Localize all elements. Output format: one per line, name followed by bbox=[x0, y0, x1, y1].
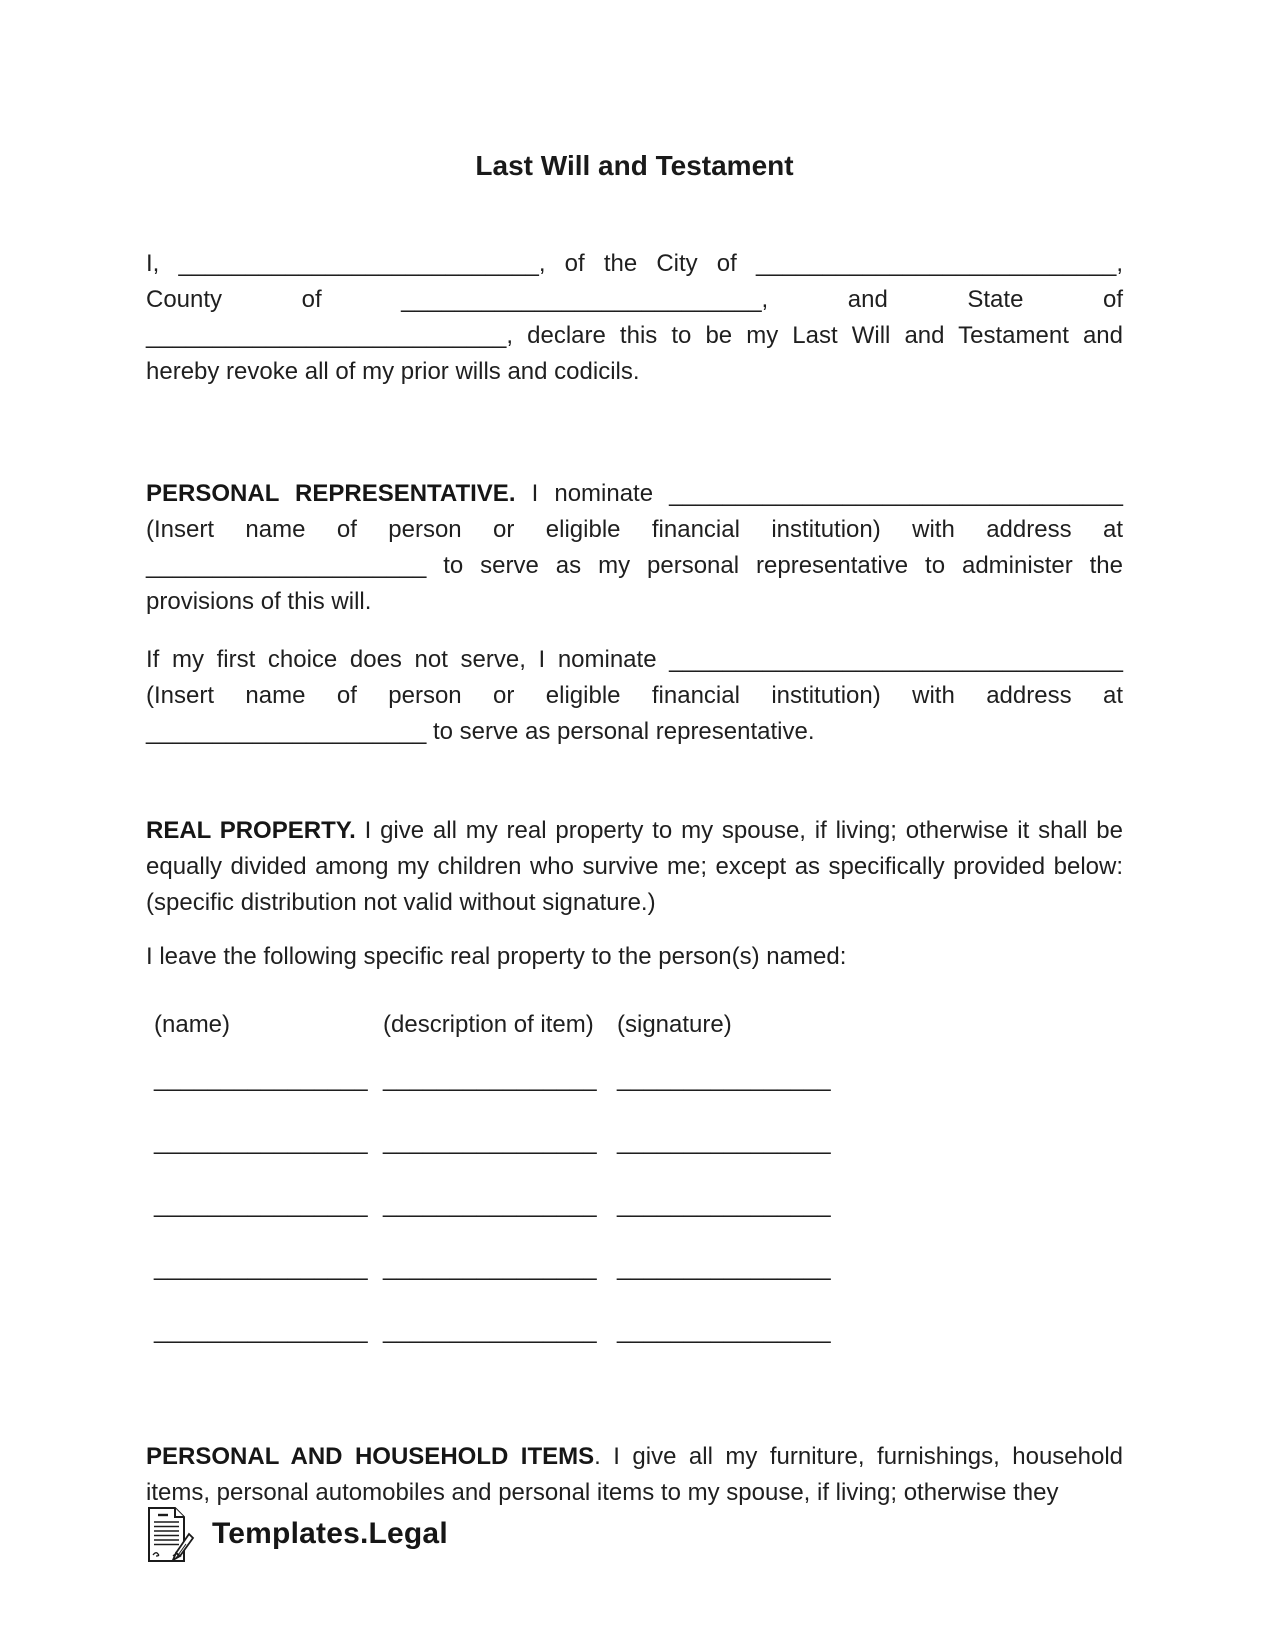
column-header-name: (name) bbox=[154, 1011, 231, 1038]
blank-line-description: ________________ bbox=[383, 1128, 597, 1155]
templates-legal-logo bbox=[146, 1503, 448, 1565]
blank-line-name: ________________ bbox=[154, 1128, 368, 1155]
blank-line-name: ________________ bbox=[154, 1065, 368, 1092]
opening-paragraph bbox=[146, 246, 1123, 390]
document-pen-icon bbox=[146, 1503, 196, 1565]
column-header-signature: (signature) bbox=[617, 1011, 732, 1038]
real-property-heading: REAL PROPERTY. bbox=[146, 817, 356, 844]
blank-line-signature: ________________ bbox=[617, 1065, 831, 1092]
distribution-table bbox=[146, 1061, 1123, 1349]
distribution-table-header bbox=[146, 1007, 1123, 1043]
table-row bbox=[146, 1061, 1123, 1097]
blank-line-name: ________________ bbox=[154, 1254, 368, 1281]
column-header-description: (description of item) bbox=[383, 1011, 594, 1038]
personal-representative-paragraph-1 bbox=[146, 476, 1123, 620]
personal-representative-paragraph-2 bbox=[146, 642, 1123, 750]
personal-household-paragraph bbox=[146, 1439, 1123, 1511]
blank-line-signature: ________________ bbox=[617, 1191, 831, 1218]
table-row bbox=[146, 1250, 1123, 1286]
personal-representative-heading: PERSONAL REPRESENTATIVE. bbox=[146, 480, 516, 507]
personal-household-heading: PERSONAL AND HOUSEHOLD ITEMS bbox=[146, 1443, 595, 1470]
blank-line-name: ________________ bbox=[154, 1317, 368, 1344]
real-property-text: I give all my real property to my spouse, if living; otherwise it shall be equally divided among my children who survive me; except as specifically provided below: (specific distribution not valid without signature.) bbox=[146, 817, 1123, 916]
personal-representative-text-2: If my first choice does not serve, I nominate __________________________________ (Insert name of person or eligible financial institution) with address at _____________________ to serve as personal representative. bbox=[146, 646, 1123, 745]
blank-line-description: ________________ bbox=[383, 1065, 597, 1092]
real-property-paragraph bbox=[146, 813, 1123, 921]
table-row bbox=[146, 1187, 1123, 1223]
blank-line-description: ________________ bbox=[383, 1317, 597, 1344]
real-property-intro: I leave the following specific real property to the person(s) named: bbox=[146, 943, 847, 970]
blank-line-signature: ________________ bbox=[617, 1254, 831, 1281]
blank-line-name: ________________ bbox=[154, 1191, 368, 1218]
table-row bbox=[146, 1124, 1123, 1160]
page-title: Last Will and Testament bbox=[475, 150, 794, 181]
table-row bbox=[146, 1313, 1123, 1349]
opening-text: I, ___________________________, of the City of ___________________________, County of ___________________________, and State of ___________________________, declare this to be my Last Will and Testament and hereby revoke all of my prior wills and codicils. bbox=[146, 250, 1123, 385]
brand-name: Templates.Legal bbox=[212, 1517, 448, 1550]
personal-representative-text-1: I nominate __________________________________ (Insert name of person or eligible financial institution) with address at _____________________ to serve as my personal representative to administer the provisions of this will. bbox=[146, 480, 1123, 615]
blank-line-signature: ________________ bbox=[617, 1128, 831, 1155]
blank-line-description: ________________ bbox=[383, 1254, 597, 1281]
blank-line-description: ________________ bbox=[383, 1191, 597, 1218]
blank-line-signature: ________________ bbox=[617, 1317, 831, 1344]
personal-household-text: . I give all my furniture, furnishings, household items, personal automobiles and personal items to my spouse, if living; otherwise they bbox=[146, 1443, 1124, 1506]
